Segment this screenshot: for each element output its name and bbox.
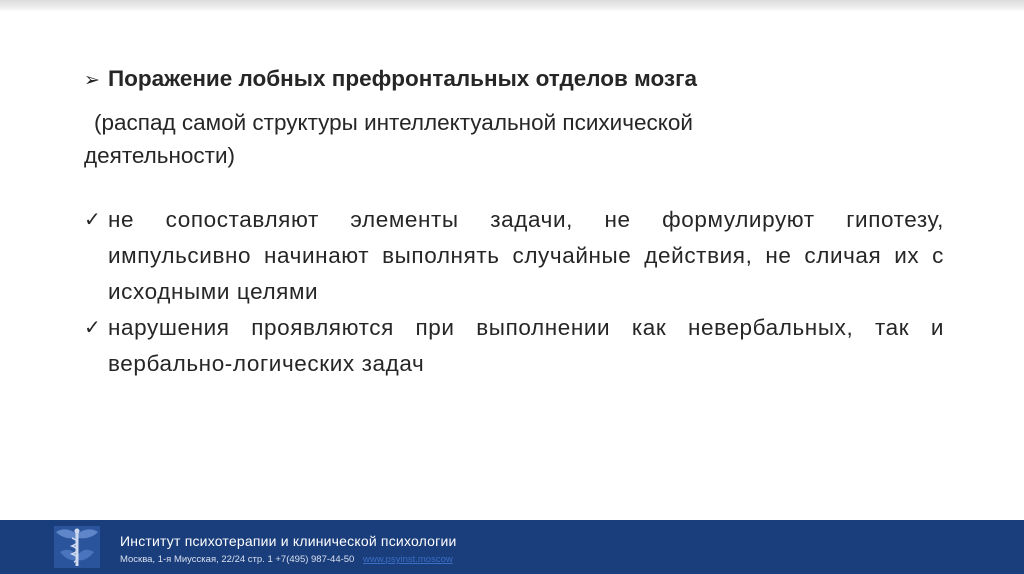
website-link[interactable]: www.psyinst.moscow xyxy=(362,554,453,565)
check-list-item xyxy=(84,202,944,310)
heading-text: Поражение лобных префронтальных отделов мозга xyxy=(108,66,697,91)
slide-top-border xyxy=(0,0,1024,12)
check-item-text: нарушения проявляются при выполнении как невербальных, так и вербально-логических задач xyxy=(108,315,944,376)
subtext-line-2: деятельности) xyxy=(84,143,236,168)
checkmark-icon: ✓ xyxy=(84,317,101,339)
slide-heading xyxy=(84,66,944,92)
check-list xyxy=(84,202,944,382)
institute-address: Москва, 1-я Миусская, 22/24 стр. 1 +7(495) 987-44-50 xyxy=(120,554,355,565)
subtext-line-1: (распад самой структуры интеллектуальной психической xyxy=(94,110,693,135)
check-item-text: не сопоставляют элементы задачи, не формулируют гипотезу, импульсивно начинают выполнять случайные действия, не сличая их с исходными целями xyxy=(108,207,944,304)
institute-contacts xyxy=(120,554,453,565)
arrow-bullet-icon: ➢ xyxy=(84,70,100,91)
slide-subtext xyxy=(84,106,944,172)
check-list-item xyxy=(84,310,944,382)
institute-logo xyxy=(50,522,104,572)
slide-footer xyxy=(0,520,1024,574)
slide-content xyxy=(84,66,944,382)
checkmark-icon: ✓ xyxy=(84,209,101,231)
institute-name: Институт психотерапии и клинической психологии xyxy=(120,533,457,549)
